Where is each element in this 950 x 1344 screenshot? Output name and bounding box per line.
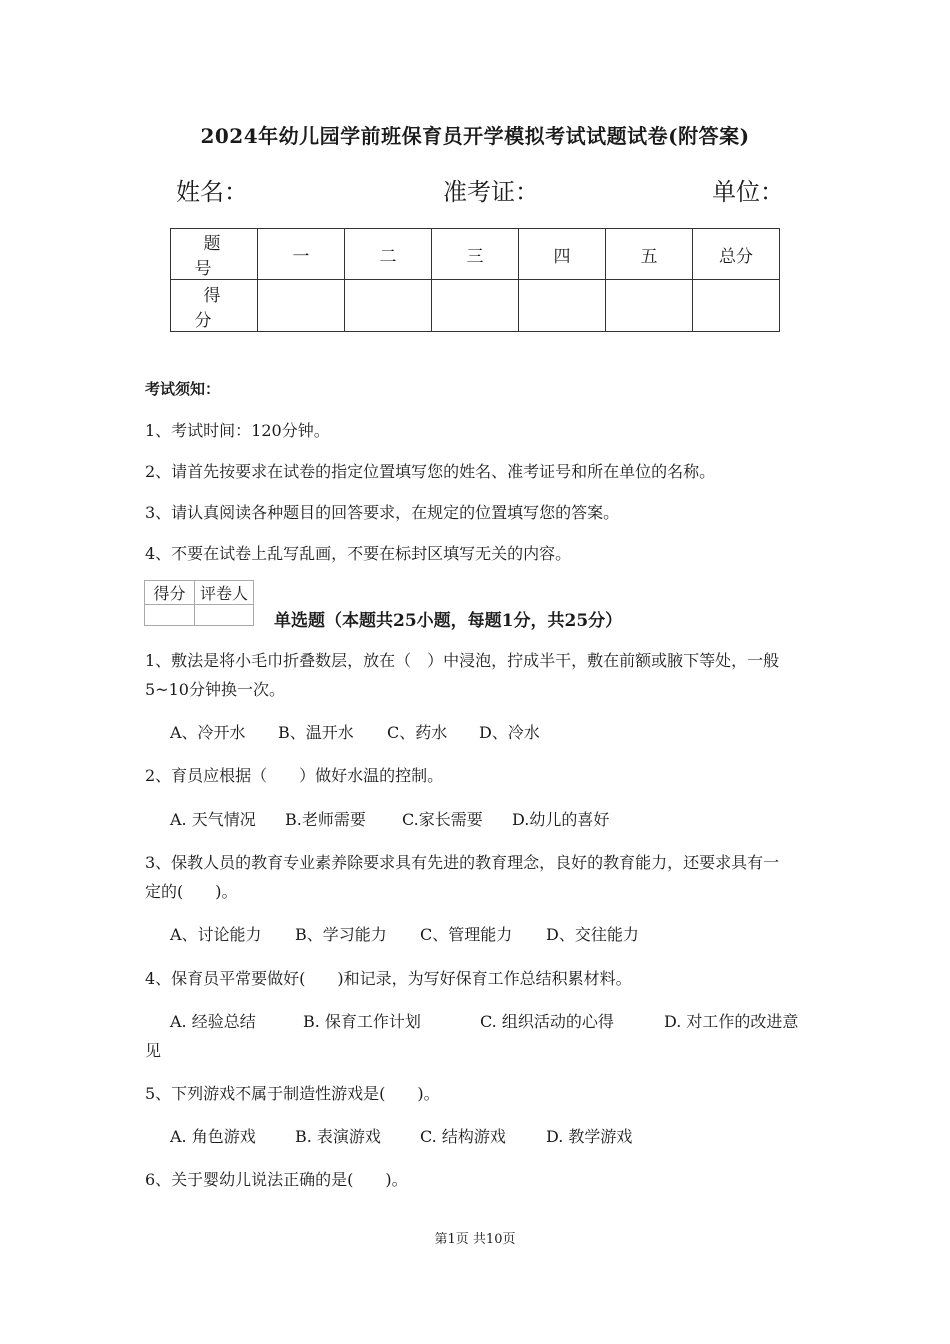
option: B.老师需要: [285, 810, 366, 829]
score-cell: [345, 280, 432, 332]
page-footer: 第1页 共10页: [434, 1232, 516, 1247]
notice-item: 2、请首先按要求在试卷的指定位置填写您的姓名、准考证号和所在单位的名称。: [145, 462, 716, 481]
question-stem: 3、保教人员的教育专业素养除要求具有先进的教育理念，良好的教育能力，还要求具有一: [145, 853, 780, 872]
score-table-header-cell: 四: [519, 229, 606, 280]
notice-item: 3、请认真阅读各种题目的回答要求，在规定的位置填写您的答案。: [145, 503, 620, 522]
page-title: 2024年幼儿园学前班保育员开学模拟考试试题试卷(附答案): [200, 124, 750, 148]
score-table-header-cell: 三: [432, 229, 519, 280]
option: B、温开水: [278, 723, 354, 742]
score-table-row-label: 得 分: [171, 280, 258, 332]
option: D、冷水: [479, 723, 540, 742]
score-table-header-label: 题 号: [171, 229, 258, 280]
option: D、交往能力: [546, 925, 639, 944]
score-cell: [693, 280, 780, 332]
option: D.幼儿的喜好: [512, 810, 610, 829]
option: C、药水: [387, 723, 448, 742]
question-stem: 2、育员应根据（ ）做好水温的控制。: [145, 766, 444, 785]
score-cell: [432, 280, 519, 332]
option: A、冷开水: [170, 723, 246, 742]
question-stem: 4、保育员平常要做好( )和记录，为写好保育工作总结积累材料。: [145, 969, 632, 988]
grader-reviewer-label: 评卷人: [195, 581, 254, 605]
question-stem-continued: 5~10分钟换一次。: [145, 680, 285, 699]
score-cell: [519, 280, 606, 332]
notice-item: 4、不要在试卷上乱写乱画，不要在标封区填写无关的内容。: [145, 544, 572, 563]
option: A. 经验总结: [170, 1012, 256, 1031]
unit-field-label: 单位：: [712, 178, 784, 206]
option: D. 教学游戏: [546, 1127, 633, 1146]
notice-item: 1、考试时间：120分钟。: [145, 421, 330, 440]
option: A. 角色游戏: [170, 1127, 256, 1146]
name-field-label: 姓名：: [176, 178, 248, 206]
section-title: 单选题（本题共25小题，每题1分，共25分）: [274, 611, 623, 631]
option: C、管理能力: [420, 925, 513, 944]
score-table: [170, 228, 780, 332]
option: B. 保育工作计划: [303, 1012, 421, 1031]
score-cell: [606, 280, 693, 332]
option: C. 结构游戏: [420, 1127, 506, 1146]
option: C.家长需要: [402, 810, 483, 829]
option: B. 表演游戏: [295, 1127, 381, 1146]
question-stem: 6、关于婴幼儿说法正确的是( )。: [145, 1170, 408, 1189]
question-stem: 5、下列游戏不属于制造性游戏是( )。: [145, 1084, 440, 1103]
notice-title: 考试须知：: [145, 380, 221, 398]
option: A、讨论能力: [170, 925, 262, 944]
grader-box: [144, 580, 254, 626]
grader-reviewer-cell: [195, 605, 254, 626]
option-continued: 见: [145, 1041, 162, 1060]
score-table-header-cell: 五: [606, 229, 693, 280]
exam-id-field-label: 准考证：: [443, 178, 539, 206]
question-stem-continued: 定的( )。: [145, 882, 238, 901]
option: C. 组织活动的心得: [480, 1012, 614, 1031]
option: D. 对工作的改进意: [664, 1012, 799, 1031]
option: A. 天气情况: [170, 810, 256, 829]
score-table-header-cell: 总分: [693, 229, 780, 280]
score-table-header-row: [171, 229, 780, 280]
option: B、学习能力: [295, 925, 387, 944]
score-table-header-cell: 二: [345, 229, 432, 280]
grader-score-label: 得分: [145, 581, 195, 605]
grader-score-cell: [145, 605, 195, 626]
score-table-header-cell: 一: [258, 229, 345, 280]
question-stem: 1、敷法是将小毛巾折叠数层，放在（ ）中浸泡，拧成半干，敷在前额或腋下等处，一般: [145, 651, 780, 670]
score-table-score-row: [171, 280, 780, 332]
